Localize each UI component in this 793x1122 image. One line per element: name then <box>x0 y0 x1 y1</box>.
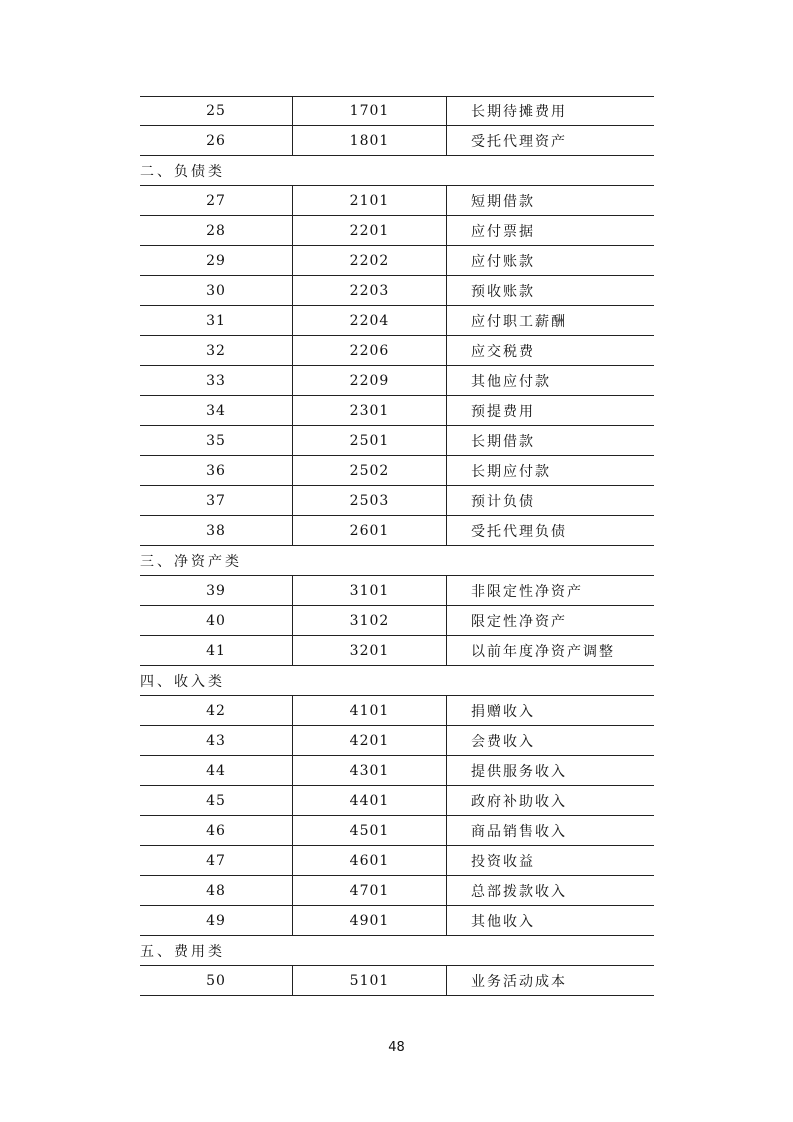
account-name: 长期应付款 <box>471 463 551 480</box>
row-number: 32 <box>140 336 293 365</box>
account-name: 受托代理负债 <box>471 523 567 540</box>
table-row <box>140 906 654 936</box>
row-number: 25 <box>140 97 293 125</box>
row-number: 30 <box>140 276 293 305</box>
account-name: 其他收入 <box>471 913 535 930</box>
row-number: 28 <box>140 216 293 245</box>
table-row <box>140 396 654 426</box>
account-code: 3102 <box>293 606 447 635</box>
row-number: 26 <box>140 126 293 155</box>
account-name: 应付职工薪酬 <box>471 313 567 330</box>
section-header-row <box>140 156 654 186</box>
table-row <box>140 786 654 816</box>
section-header-row <box>140 666 654 696</box>
row-number: 38 <box>140 516 293 545</box>
section-title: 四、收入类 <box>140 673 225 690</box>
account-code: 4901 <box>293 906 447 935</box>
row-number: 40 <box>140 606 293 635</box>
table-row <box>140 96 654 126</box>
account-name: 应付票据 <box>471 223 535 240</box>
account-name: 限定性净资产 <box>471 613 567 630</box>
table-row <box>140 846 654 876</box>
table-row <box>140 276 654 306</box>
account-code: 2209 <box>293 366 447 395</box>
account-code: 3201 <box>293 636 447 665</box>
account-name: 长期借款 <box>471 433 535 450</box>
account-code: 2503 <box>293 486 447 515</box>
table-row <box>140 636 654 666</box>
account-code: 4601 <box>293 846 447 875</box>
row-number: 50 <box>140 966 293 995</box>
account-code: 2201 <box>293 216 447 245</box>
table-row <box>140 306 654 336</box>
page-number: 48 <box>388 1040 405 1055</box>
account-code: 1701 <box>293 97 447 125</box>
row-number: 44 <box>140 756 293 785</box>
table-row <box>140 516 654 546</box>
table-row <box>140 696 654 726</box>
account-code: 4701 <box>293 876 447 905</box>
account-code: 3101 <box>293 576 447 605</box>
table-row <box>140 126 654 156</box>
row-number: 36 <box>140 456 293 485</box>
table-row <box>140 966 654 996</box>
row-number: 35 <box>140 426 293 455</box>
table-row <box>140 336 654 366</box>
account-code: 2203 <box>293 276 447 305</box>
table-row <box>140 456 654 486</box>
account-name: 商品销售收入 <box>471 823 567 840</box>
accounts-table <box>140 96 654 996</box>
account-name: 受托代理资产 <box>471 133 567 150</box>
account-name: 政府补助收入 <box>471 793 567 810</box>
row-number: 47 <box>140 846 293 875</box>
account-name: 预提费用 <box>471 403 535 420</box>
account-name: 总部拨款收入 <box>471 883 567 900</box>
table-row <box>140 246 654 276</box>
account-code: 2101 <box>293 186 447 215</box>
account-name: 短期借款 <box>471 193 535 210</box>
row-number: 48 <box>140 876 293 905</box>
account-code: 4501 <box>293 816 447 845</box>
row-number: 45 <box>140 786 293 815</box>
row-number: 29 <box>140 246 293 275</box>
table-row <box>140 576 654 606</box>
table-row <box>140 186 654 216</box>
account-name: 应交税费 <box>471 343 535 360</box>
row-number: 41 <box>140 636 293 665</box>
row-number: 27 <box>140 186 293 215</box>
account-code: 4401 <box>293 786 447 815</box>
row-number: 49 <box>140 906 293 935</box>
account-name: 预计负债 <box>471 493 535 510</box>
account-name: 业务活动成本 <box>471 973 567 990</box>
section-title: 二、负债类 <box>140 163 225 180</box>
table-row <box>140 606 654 636</box>
row-number: 37 <box>140 486 293 515</box>
account-code: 2501 <box>293 426 447 455</box>
account-code: 1801 <box>293 126 447 155</box>
account-name: 其他应付款 <box>471 373 551 390</box>
account-code: 2502 <box>293 456 447 485</box>
account-code: 2206 <box>293 336 447 365</box>
account-name: 以前年度净资产调整 <box>471 643 615 660</box>
account-name: 非限定性净资产 <box>471 583 583 600</box>
section-header-row <box>140 546 654 576</box>
row-number: 33 <box>140 366 293 395</box>
account-code: 4101 <box>293 696 447 725</box>
table-row <box>140 876 654 906</box>
table-row <box>140 426 654 456</box>
account-name: 预收账款 <box>471 283 535 300</box>
account-code: 5101 <box>293 966 447 995</box>
row-number: 43 <box>140 726 293 755</box>
account-name: 提供服务收入 <box>471 763 567 780</box>
account-code: 2301 <box>293 396 447 425</box>
row-number: 31 <box>140 306 293 335</box>
section-header-row <box>140 936 654 966</box>
account-name: 捐赠收入 <box>471 703 535 720</box>
table-row <box>140 216 654 246</box>
section-title: 五、费用类 <box>140 943 225 960</box>
row-number: 46 <box>140 816 293 845</box>
table-row <box>140 366 654 396</box>
table-row <box>140 726 654 756</box>
account-code: 4201 <box>293 726 447 755</box>
account-name: 长期待摊费用 <box>471 104 567 120</box>
account-code: 2204 <box>293 306 447 335</box>
account-name: 应付账款 <box>471 253 535 270</box>
row-number: 42 <box>140 696 293 725</box>
account-name: 会费收入 <box>471 733 535 750</box>
table-row <box>140 756 654 786</box>
section-title: 三、净资产类 <box>140 553 242 570</box>
account-code: 2601 <box>293 516 447 545</box>
account-code: 4301 <box>293 756 447 785</box>
account-name: 投资收益 <box>471 853 535 870</box>
account-code: 2202 <box>293 246 447 275</box>
row-number: 39 <box>140 576 293 605</box>
row-number: 34 <box>140 396 293 425</box>
table-row <box>140 816 654 846</box>
table-row <box>140 486 654 516</box>
